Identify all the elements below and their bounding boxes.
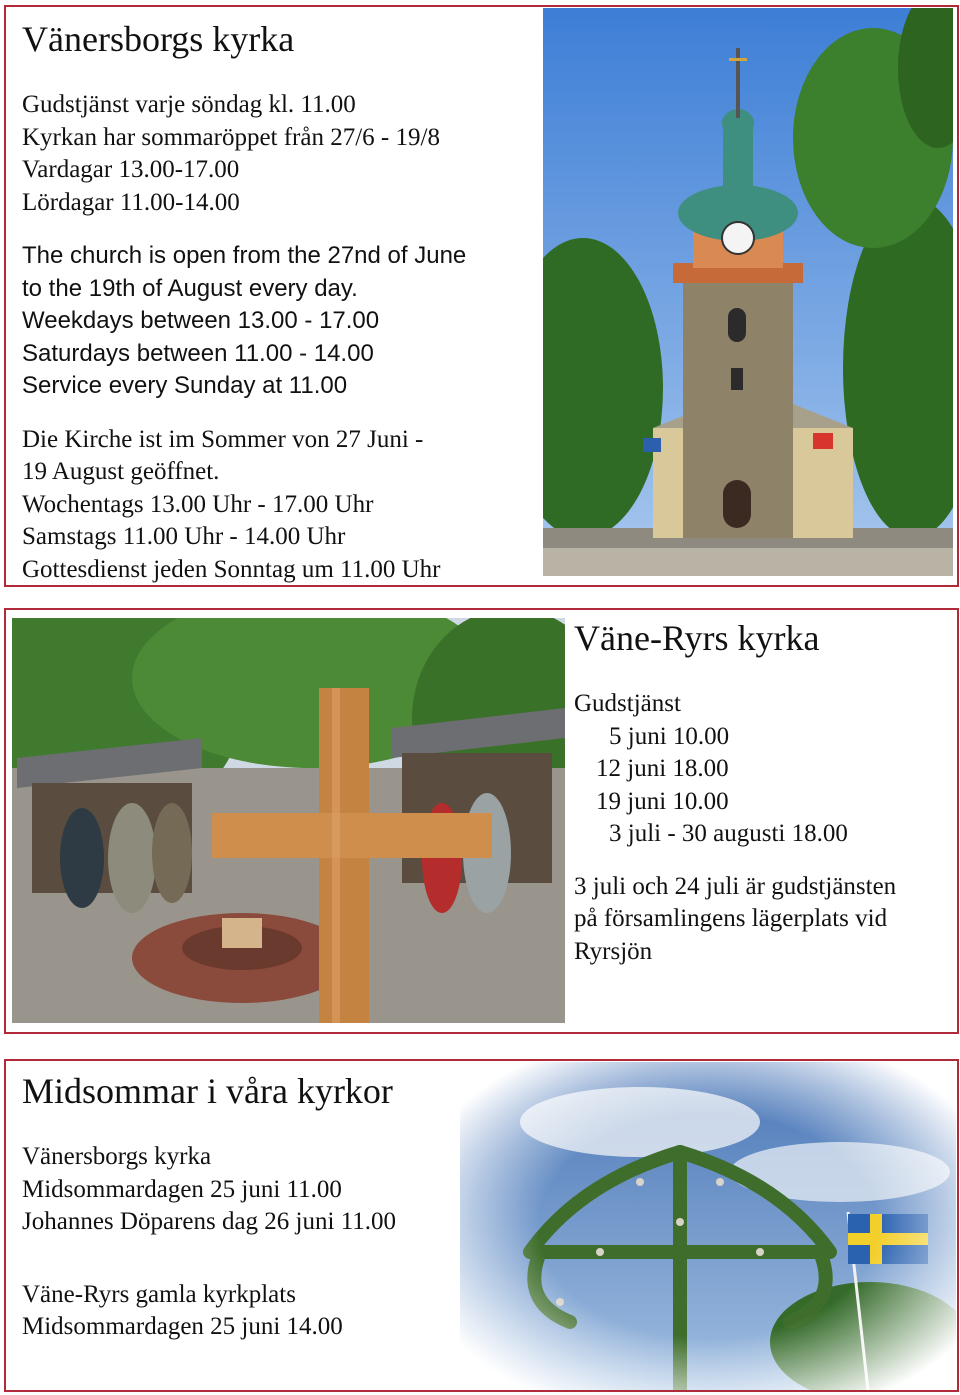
service-date: 12 juni 18.00	[596, 755, 729, 782]
text-line: Gottesdienst jeden Sonntag um 11.00 Uhr	[22, 555, 441, 583]
text-line: Saturdays between 11.00 - 14.00	[22, 339, 374, 367]
service-label: Gudstjänst	[574, 690, 681, 717]
service-date: 3 juli - 30 augusti 18.00	[609, 820, 848, 847]
service-date: 19 juni 10.00	[596, 787, 729, 815]
text-line: Samstags 11.00 Uhr - 14.00 Uhr	[22, 523, 346, 550]
section-title: Vänersborgs kyrka	[22, 19, 295, 59]
text-line: Johannes Döparens dag 26 juni 11.00	[22, 1208, 397, 1235]
text-line: to the 19th of August every day.	[22, 274, 358, 302]
section-title: Väne-Ryrs kyrka	[574, 618, 820, 658]
maypole-flag-photo	[460, 1062, 956, 1390]
text-line: Midsommardagen 25 juni 14.00	[22, 1313, 343, 1340]
text-line: Midsommardagen 25 juni 11.00	[22, 1175, 342, 1203]
text-line: Service every Sunday at 11.00	[22, 372, 348, 399]
text-line: Lördagar 11.00-14.00	[22, 188, 240, 216]
text-line: The church is open from the 27nd of June	[22, 242, 467, 269]
text-line: 19 August geöffnet.	[22, 458, 220, 485]
section-title: Midsommar i våra kyrkor	[22, 1071, 393, 1111]
church-name: Väne-Ryrs gamla kyrkplats	[22, 1280, 296, 1308]
campfire-cross-photo	[12, 618, 565, 1023]
text-line: Wochentags 13.00 Uhr - 17.00 Uhr	[22, 490, 374, 518]
text-line: Ryrsjön	[574, 937, 653, 965]
service-date: 5 juni 10.00	[609, 722, 730, 750]
church-tower-photo	[543, 8, 953, 576]
text-line: Die Kirche ist im Sommer von 27 Juni -	[22, 425, 424, 453]
text-line: på församlingens lägerplats vid	[574, 905, 888, 932]
text-line: Weekdays between 13.00 - 17.00	[22, 307, 380, 334]
text-line: 3 juli och 24 juli är gudstjänsten	[574, 872, 897, 900]
text-line: Kyrkan har sommaröppet från 27/6 - 19/8	[22, 123, 440, 151]
text-line: Gudstjänst varje söndag kl. 11.00	[22, 91, 356, 118]
text-line: Vardagar 13.00-17.00	[22, 156, 240, 183]
church-name: Vänersborgs kyrka	[22, 1143, 212, 1170]
